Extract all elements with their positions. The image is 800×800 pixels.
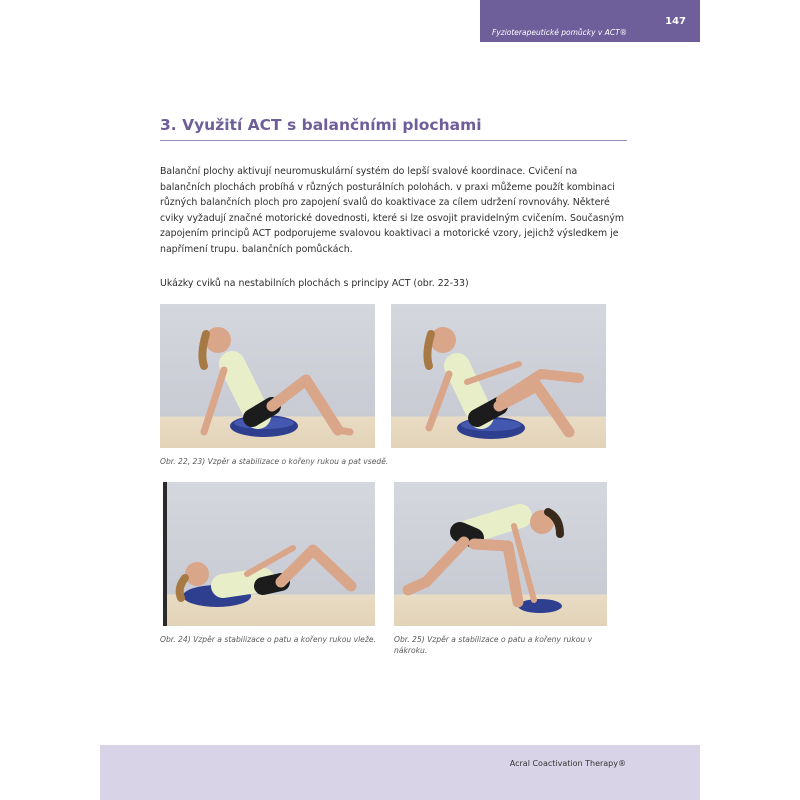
figure-25-illustration bbox=[394, 482, 607, 626]
figures-intro: Ukázky cviků na nestabilních plochách s principy ACT (obr. 22-33) bbox=[160, 278, 469, 289]
title-rule bbox=[160, 140, 627, 141]
caption-25: Obr. 25) Vzpěr a stabilizace o patu a kořeny rukou v nákroku. bbox=[394, 635, 593, 655]
caption-24: Obr. 24) Vzpěr a stabilizace o patu a kořeny rukou vleže. bbox=[160, 635, 376, 644]
figure-22-photo bbox=[160, 304, 375, 448]
figure-22-illustration bbox=[160, 304, 375, 448]
header-bar bbox=[480, 0, 700, 42]
section-title: 3. Využití ACT s balančními plochami bbox=[160, 116, 482, 134]
running-title: Fyzioterapeutické pomůcky v ACT® bbox=[492, 28, 628, 37]
figure-25-photo bbox=[394, 482, 607, 626]
figure-24-photo bbox=[163, 482, 375, 626]
footer-bar bbox=[100, 745, 700, 800]
caption-22-23: Obr. 22, 23) Vzpěr a stabilizace o kořeny rukou a pat vsedě. bbox=[160, 457, 389, 466]
figure-24-illustration bbox=[163, 482, 375, 626]
figure-23-illustration bbox=[391, 304, 606, 448]
body-paragraph: Balanční plochy aktivují neuromuskulární systém do lepší svalové koordinace. Cvičení na balančních plochách probíhá v různých posturálních polohách. v praxi můžeme použít kombinaci různých balančních ploch pro zapojení svalů do koaktivace za cílem udržení rovnováhy. Některé cviky vyžadují značné motorické dovednosti, které si lze osvojit pravidelným cvičením. Současným zapojením principů ACT podporujeme svalovou koaktivaci a motorické vzory, jejichž výsledkem je napřímení trupu. balančních pomůckách. bbox=[160, 166, 625, 255]
page-number: 147 bbox=[665, 16, 686, 27]
figure-23-photo bbox=[391, 304, 606, 448]
footer-text: Acral Coactivation Therapy® bbox=[509, 759, 626, 768]
